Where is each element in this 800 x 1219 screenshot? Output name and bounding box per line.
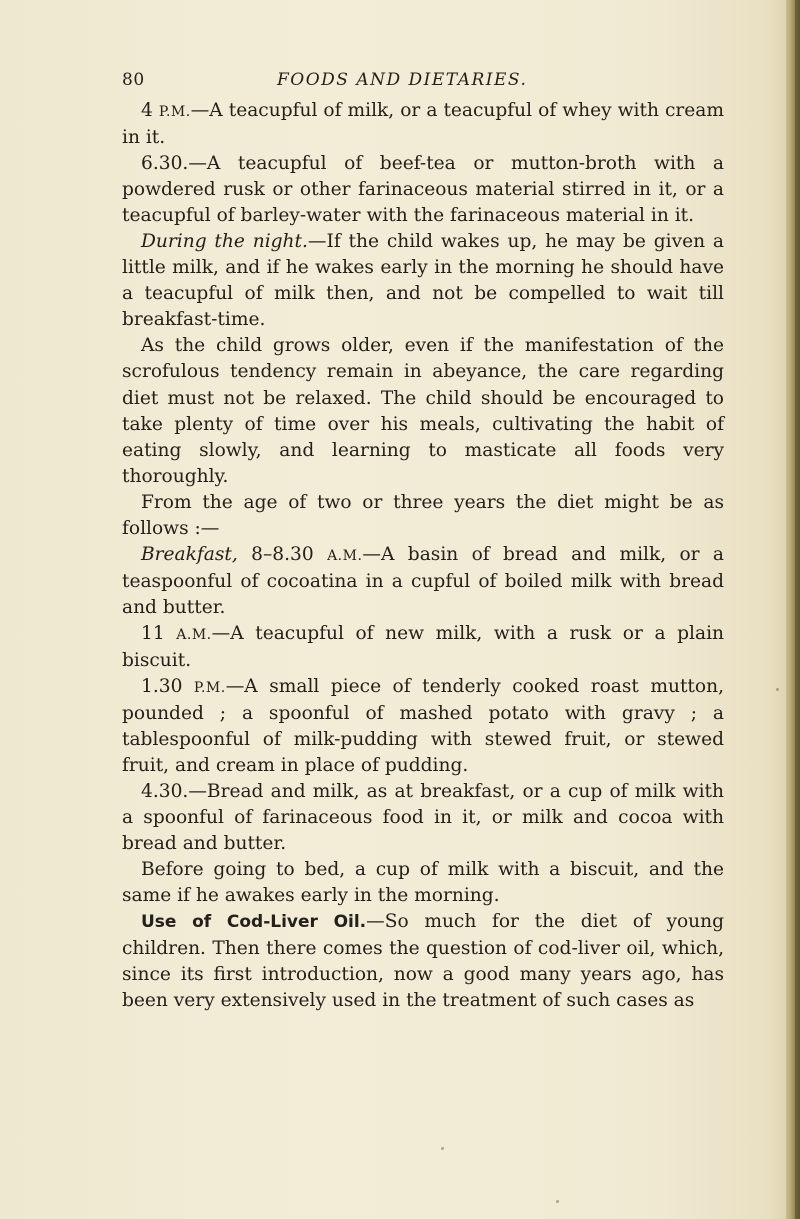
page-header [122,70,722,96]
italic-heading: Breakfast, [141,543,238,565]
paper-speck [776,688,779,691]
paper-speck [556,1200,559,1203]
page-number: 80 [122,70,145,90]
running-title: FOODS AND DIETARIES. [277,70,528,90]
paragraph-older [122,333,724,489]
paragraph-text: —A teacupful of beef-tea or mutton-broth with a powdered rusk or other farinaceous material stirred in it, or a teacupful of barley-water with the farinaceous material in it. [122,153,724,227]
time-label: 6.30. [141,153,189,175]
paragraph-night [122,229,724,333]
italic-heading: During the night. [141,231,308,253]
paragraph-text: —A teacupful of new milk, with a rusk or a plain biscuit. [122,622,724,671]
body-text [122,98,724,1014]
paragraph-text: As the child grows older, even if the manifestation of the scrofulous tendency remain in abeyance, the care regarding diet must not be relaxed. The child should be encouraged to take plenty of time over his meals, cultivating the habit of eating slowly, and learning to masticate all foods very thoroughly. [122,335,724,487]
time-suffix: P.M. [193,680,226,697]
paragraph-text: —A basin of bread and milk, or a teaspoonful of cocoatina in a cupful of boiled milk with bread and butter. [122,543,724,618]
paragraph-4pm [122,98,724,151]
time-suffix: P.M. [158,104,191,120]
time-label: 4.30. [141,781,189,803]
time-label: 8–8.30 [251,543,314,565]
paragraph-130pm [122,674,724,779]
paragraph-breakfast [122,542,724,621]
paper-speck [441,1147,444,1150]
paragraph-430 [122,779,724,857]
section-lead: Use of Cod-Liver Oil. [141,912,367,933]
paragraph-text: —So much for the diet of young children. Then there comes the question of cod-liver oil, which, since its first introduction, now a good many years ago, has been very extensively used in the treatment of such cases as [122,911,724,1011]
paragraph-age [122,490,724,542]
paragraph-11am [122,621,724,674]
paragraph-text: —A small piece of tenderly cooked roast mutton, pounded ; a spoonful of mashed potato with gravy ; a tablespoonful of milk-pudding with stewed fruit, or stewed fruit, and cream in place of pudding. [122,676,724,777]
paragraph-text: —A teacupful of milk, or a teacupful of whey with cream in it. [122,100,724,149]
paragraph-text: From the age of two or three years the diet might be as follows :— [122,491,724,539]
paragraph-bedtime [122,857,724,909]
paragraph-text: Before going to bed, a cup of milk with a biscuit, and the same if he awakes early in the morning. [122,859,724,907]
paragraph-630 [122,151,724,229]
time-label: 11 [141,622,165,644]
time-label: 1.30 [141,676,183,698]
time-suffix: A.M. [327,547,363,564]
time-label: 4 [141,100,153,121]
time-suffix: A.M. [176,626,212,643]
paragraph-cod-liver-oil [122,909,724,1013]
paragraph-text: —If the child wakes up, he may be given a little milk, and if he wakes early in the morning he should have a teacupful of milk then, and not be compelled to wait till breakfast-time. [122,231,724,331]
paragraph-text: —Bread and milk, as at breakfast, or a cup of milk with a spoonful of farinaceous food in it, or milk and cocoa with bread and butter. [122,781,724,855]
page-edge-dark [795,0,800,1219]
